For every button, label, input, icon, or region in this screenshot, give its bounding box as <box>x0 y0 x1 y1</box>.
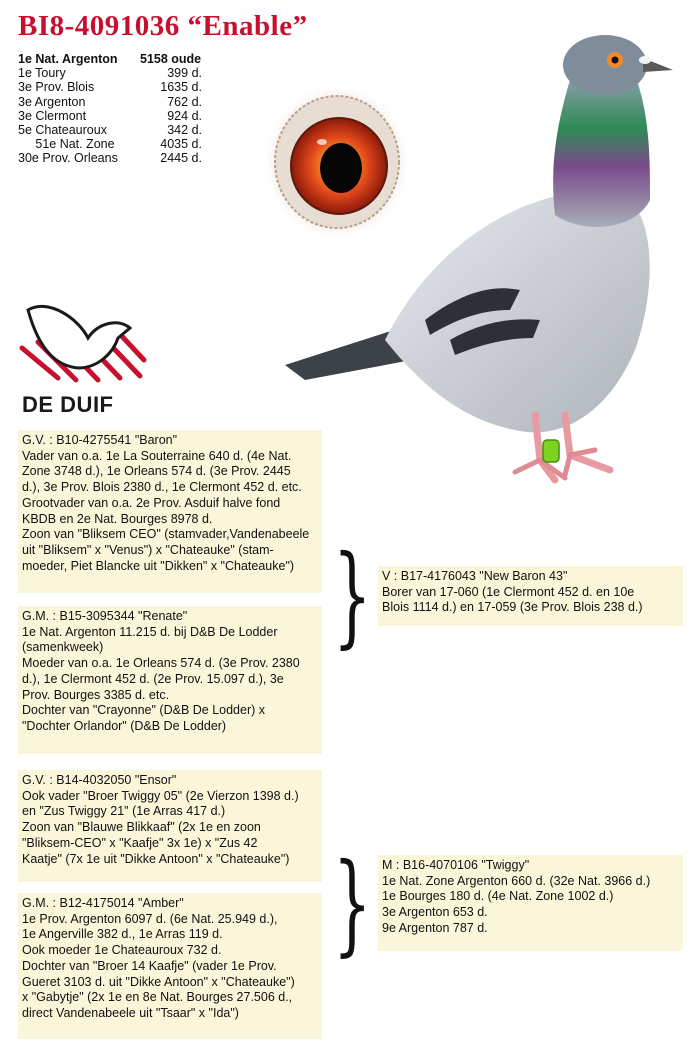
box-heading: V : B17-4176043 "New Baron 43" <box>382 569 568 583</box>
box-text-line: direct Vandenabeele uit "Tsaar" x "Ida") <box>22 1005 239 1020</box>
box-text-line: 1e Prov. Argenton 6097 d. (6e Nat. 25.949 d.), <box>22 911 278 926</box>
box-text-line: Dochter van "Broer 14 Kaafje" (vader 1e Prov. <box>22 958 277 973</box>
result-row <box>18 151 220 165</box>
result-value: 924 d. <box>167 108 202 123</box>
result-row <box>18 80 220 94</box>
result-name: 51e Nat. Zone <box>18 137 115 152</box>
brace-mother: } <box>333 839 372 967</box>
box-text-line: Kaatje" (7x 1e uit "Dikke Antoon" x "Chateauke") <box>22 851 290 866</box>
result-value: 2445 d. <box>160 151 202 166</box>
box-text-line: Grootvader van o.a. 2e Prov. Asduif halve fond <box>22 495 281 510</box>
box-text-line: Ook vader "Broer Twiggy 05" (2e Vierzon 1398 d.) <box>22 788 299 803</box>
result-name: 1e Nat. Argenton <box>18 52 118 66</box>
grandfather-maternal-box <box>18 770 322 882</box>
grandmother-maternal-box <box>18 893 322 1039</box>
box-text-line: d.), 3e Prov. Blois 2380 d., 1e Clermont 452 d. etc. <box>22 480 302 495</box>
result-name: 3e Clermont <box>18 108 87 123</box>
box-heading: G.V. : B10-4275541 "Baron" <box>22 433 178 447</box>
box-text-line: Zone 3748 d.), 1e Orleans 574 d. (3e Prov. 2445 <box>22 464 291 479</box>
result-row <box>18 109 220 123</box>
box-heading: G.V. : B14-4032050 "Ensor" <box>22 773 177 787</box>
result-value: 762 d. <box>167 94 202 109</box>
pigeon-title: BI8-4091036 “Enable” <box>18 10 308 42</box>
box-text-line: uit "Bliksem" x "Venus") x "Chateauke" (stam- <box>22 542 274 557</box>
result-name: 3e Prov. Blois <box>18 80 95 95</box>
father-box <box>378 566 683 626</box>
box-text-line: Dochter van "Crayonne" (D&B De Lodder) x <box>22 703 266 718</box>
result-value: 5158 oude <box>140 52 202 66</box>
box-heading: G.M. : B15-3095344 "Renate" <box>22 609 188 623</box>
box-text-line: 9e Argenton 787 d. <box>382 920 488 935</box>
box-text-line: Moeder van o.a. 1e Orleans 574 d. (3e Prov. 2380 <box>22 656 300 671</box>
result-value: 342 d. <box>167 123 202 138</box>
result-row <box>18 137 220 151</box>
box-text-line: d.), 1e Clermont 452 d. (2e Prov. 15.097 d.), 3e <box>22 671 284 686</box>
logo-text: DE DUIF <box>22 392 114 417</box>
box-text-line: "Dochter Orlandor" (D&B De Lodder) <box>22 718 227 733</box>
pigeon-photo <box>265 20 685 490</box>
grandmother-paternal-box <box>18 606 322 754</box>
box-text-line: Prov. Bourges 3385 d. etc. <box>22 687 170 702</box>
box-text-line: Vader van o.a. 1e La Souterraine 640 d. (4e Nat. <box>22 448 292 463</box>
mother-box <box>378 855 683 951</box>
box-text-line: moeder, Piet Blancke uit "Dikken" x "Chateauke") <box>22 558 295 573</box>
box-text-line: Blois 1114 d.) en 17-059 (3e Prov. Blois 238 d.) <box>382 600 643 615</box>
result-name: 1e Toury <box>18 66 66 81</box>
box-text-line: KBDB en 2e Nat. Bourges 8978 d. <box>22 511 213 526</box>
result-value: 4035 d. <box>160 137 202 152</box>
box-heading: G.M. : B12-4175014 "Amber" <box>22 896 184 910</box>
box-text-line: Gueret 3103 d. uit "Dikke Antoon" x "Chateauke") <box>22 974 295 989</box>
de-duif-logo <box>18 298 148 390</box>
result-value: 399 d. <box>167 66 202 81</box>
box-text-line: 1e Nat. Zone Argenton 660 d. (32e Nat. 3966 d.) <box>382 873 651 888</box>
result-name: 30e Prov. Orleans <box>18 151 118 166</box>
box-text-line: Zoon van "Blauwe Blikkaaf" (2x 1e en zoon <box>22 820 261 835</box>
result-row <box>18 123 220 137</box>
brace-father: } <box>333 531 372 659</box>
result-row <box>18 66 220 80</box>
box-text-line: (samenkweek) <box>22 640 104 655</box>
result-name: 5e Chateauroux <box>18 123 107 138</box>
grandfather-paternal-box <box>18 430 322 593</box>
box-text-line: 1e Angerville 382 d., 1e Arras 119 d. <box>22 927 223 942</box>
result-name: 3e Argenton <box>18 94 86 109</box>
box-text-line: Ook moeder 1e Chateauroux 732 d. <box>22 943 222 958</box>
box-text-line: x "Gabytje" (2x 1e en 8e Nat. Bourges 27.506 d., <box>22 990 293 1005</box>
results-header <box>18 52 220 66</box>
box-text-line: 1e Nat. Argenton 11.215 d. bij D&B De Lodder <box>22 624 278 639</box>
box-text-line: Zoon van "Bliksem CEO" (stamvader,Vandenabeele <box>22 527 310 542</box>
box-text-line: en "Zus Twiggy 21" (1e Arras 417 d.) <box>22 804 226 819</box>
box-text-line: 1e Bourges 180 d. (4e Nat. Zone 1002 d.) <box>382 889 614 904</box>
results-list <box>18 52 220 166</box>
box-text-line: "Bliksem-CEO" x "Kaafje" 3x 1e) x "Zus 42 <box>22 835 258 850</box>
box-text-line: 3e Argenton 653 d. <box>382 905 488 920</box>
result-value: 1635 d. <box>160 80 202 95</box>
box-text-line: Borer van 17-060 (1e Clermont 452 d. en 10e <box>382 584 635 599</box>
box-heading: M : B16-4070106 "Twiggy" <box>382 858 530 872</box>
result-row <box>18 95 220 109</box>
